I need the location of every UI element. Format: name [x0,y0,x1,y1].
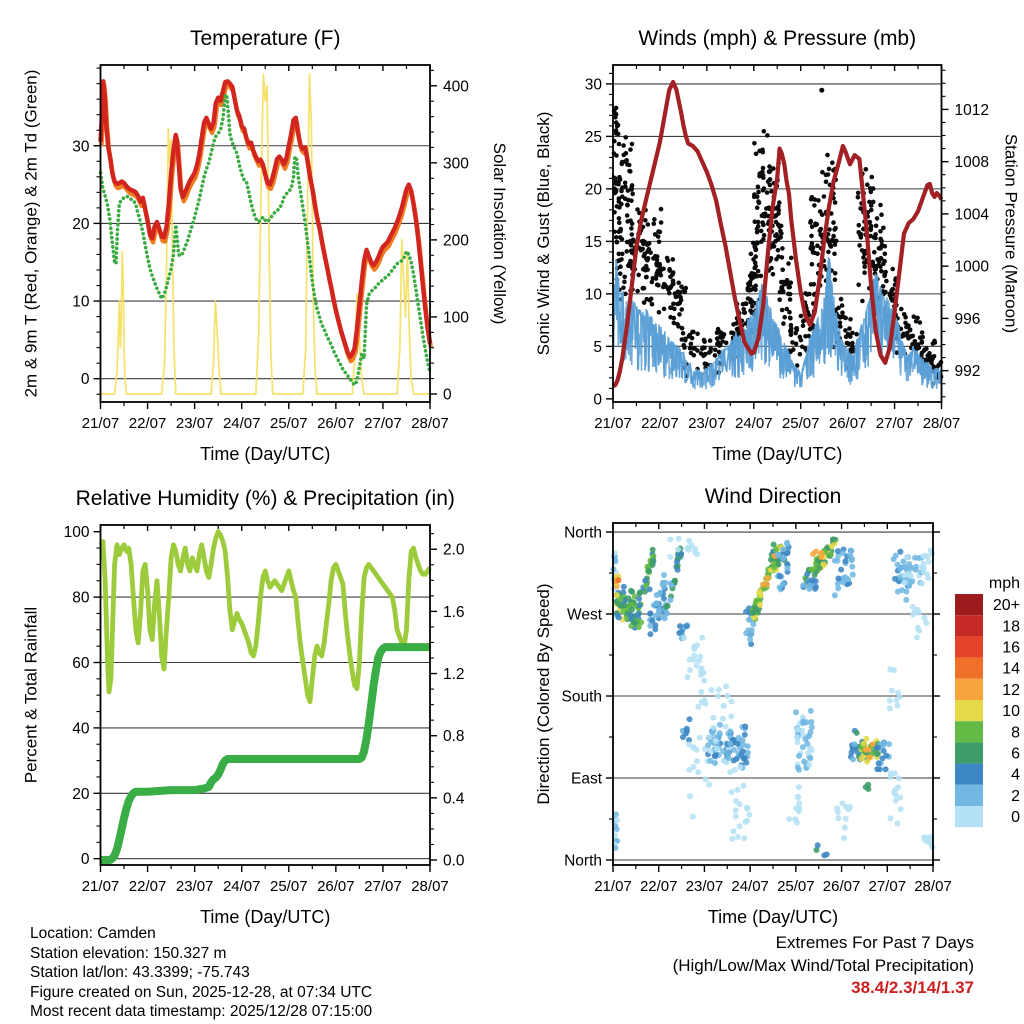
svg-text:10: 10 [584,286,602,304]
extremes-values: 38.4/2.3/14/1.37 [851,978,974,997]
svg-text:30: 30 [72,138,90,156]
extremes-title: Extremes For Past 7 Days [775,933,974,952]
station-elevation: Station elevation: 150.327 m [30,944,227,962]
total-rainfall [101,647,431,860]
svg-text:1012: 1012 [954,101,989,119]
svg-text:Time (Day/UTC): Time (Day/UTC) [707,907,839,927]
svg-text:21/07: 21/07 [594,878,632,895]
svg-text:25: 25 [584,128,602,146]
svg-text:Relative Humidity (%) & Precip: Relative Humidity (%) & Precipitation (in) [75,487,455,510]
svg-text:21/07: 21/07 [81,878,120,895]
svg-text:West: West [566,606,602,624]
station-info [30,924,372,1022]
station-latlon: Station lat/lon: 43.3399; -75.743 [30,964,250,982]
svg-text:0.4: 0.4 [443,790,465,808]
svg-text:23/07: 23/07 [685,878,724,895]
svg-text:27/07: 27/07 [364,415,402,432]
svg-text:0: 0 [443,386,452,404]
svg-text:20: 20 [72,785,90,803]
wind-direction-points [610,536,935,859]
winds-pressure-chart [534,27,1021,464]
temperature-chart [22,27,510,464]
svg-text:100: 100 [443,309,469,327]
svg-text:20: 20 [584,181,602,199]
svg-text:25/07: 25/07 [777,878,815,895]
svg-text:4: 4 [1011,766,1020,784]
svg-text:60: 60 [72,654,90,672]
svg-text:Direction (Colored By Speed): Direction (Colored By Speed) [534,583,553,805]
svg-text:26/07: 26/07 [822,878,861,895]
svg-text:16: 16 [1002,639,1020,657]
svg-text:26/07: 26/07 [828,415,867,432]
extremes-info [673,932,974,1000]
svg-text:0: 0 [80,371,90,389]
svg-text:996: 996 [954,310,981,328]
svg-text:992: 992 [954,363,981,381]
svg-text:27/07: 27/07 [875,415,914,432]
svg-text:1000: 1000 [954,258,989,276]
svg-text:25/07: 25/07 [781,415,820,432]
svg-text:18: 18 [1002,618,1020,636]
svg-text:20: 20 [72,215,90,233]
extremes-subtitle: (High/Low/Max Wind/Total Precipitation) [672,955,974,975]
svg-text:26/07: 26/07 [317,878,355,895]
svg-text:14: 14 [1002,660,1020,678]
svg-text:80: 80 [72,589,90,607]
svg-text:Temperature (F): Temperature (F) [189,27,341,50]
svg-text:28/07: 28/07 [922,415,961,432]
svg-text:2m & 9m T (Red, Orange) & 2m T: 2m & 9m T (Red, Orange) & 2m Td (Green) [21,69,41,398]
svg-text:40: 40 [72,720,90,738]
svg-text:200: 200 [443,232,469,250]
svg-text:24/07: 24/07 [222,878,261,895]
svg-text:1.6: 1.6 [443,603,465,621]
svg-text:1.2: 1.2 [443,666,465,684]
humidity-precip-chart [22,487,465,927]
svg-text:10: 10 [72,293,90,311]
svg-text:North: North [564,524,602,542]
svg-text:5: 5 [593,338,602,356]
svg-text:12: 12 [1002,681,1020,699]
svg-text:Time (Day/UTC): Time (Day/UTC) [200,907,331,927]
svg-text:North: North [564,852,602,870]
svg-text:1008: 1008 [954,154,989,172]
svg-text:25/07: 25/07 [270,415,308,432]
svg-text:25/07: 25/07 [270,878,308,895]
svg-text:27/07: 27/07 [364,878,402,895]
svg-text:0: 0 [593,391,602,409]
svg-text:28/07: 28/07 [411,878,449,895]
wind-direction-chart [534,485,1020,927]
svg-text:Station Pressure (Maroon): Station Pressure (Maroon) [1001,133,1021,334]
svg-text:24/07: 24/07 [735,415,773,432]
svg-text:26/07: 26/07 [317,415,355,432]
svg-text:South: South [561,688,602,706]
svg-text:Wind Direction: Wind Direction [704,485,842,508]
svg-text:1004: 1004 [954,206,989,224]
svg-text:2.0: 2.0 [443,541,465,559]
svg-text:24/07: 24/07 [731,878,769,895]
svg-text:Percent & Total Rainfall: Percent & Total Rainfall [21,606,41,784]
svg-text:8: 8 [1011,724,1020,742]
svg-text:21/07: 21/07 [594,415,632,432]
figure-created: Figure created on Sun, 2025-12-28, at 07:34 UTC [30,983,373,1001]
svg-text:400: 400 [443,78,469,96]
svg-text:22/07: 22/07 [128,878,167,895]
svg-text:27/07: 27/07 [868,878,907,895]
svg-text:22/07: 22/07 [641,415,679,432]
speed-colorbar [955,575,1020,827]
svg-text:30: 30 [584,76,602,94]
svg-text:Solar Insolation (Yellow): Solar Insolation (Yellow) [490,142,509,325]
svg-text:23/07: 23/07 [175,415,214,432]
svg-text:2: 2 [1011,787,1020,805]
svg-text:0: 0 [80,851,90,869]
svg-text:21/07: 21/07 [81,415,120,432]
svg-text:23/07: 23/07 [688,415,726,432]
svg-text:100: 100 [63,524,90,542]
svg-text:28/07: 28/07 [914,878,952,895]
svg-text:0.0: 0.0 [443,852,465,870]
svg-text:Time (Day/UTC): Time (Day/UTC) [712,444,843,464]
gust-outlier [819,88,824,93]
svg-text:0: 0 [1011,809,1020,827]
svg-text:22/07: 22/07 [639,878,678,895]
svg-text:22/07: 22/07 [128,415,167,432]
data-timestamp: Most recent data timestamp: 2025/12/28 07:15:00 [30,1003,373,1021]
svg-text:23/07: 23/07 [175,878,214,895]
svg-text:mph: mph [988,575,1020,592]
svg-text:Sonic Wind & Gust (Blue, Black: Sonic Wind & Gust (Blue, Black) [534,111,553,356]
svg-text:East: East [570,770,602,788]
svg-text:0.8: 0.8 [443,728,465,746]
svg-text:24/07: 24/07 [222,415,261,432]
svg-text:10: 10 [1002,703,1020,721]
svg-text:6: 6 [1011,745,1020,763]
relative-humidity [101,532,431,702]
svg-text:Time (Day/UTC): Time (Day/UTC) [200,444,331,464]
svg-text:15: 15 [584,233,602,251]
svg-text:Winds (mph) & Pressure (mb): Winds (mph) & Pressure (mb) [638,27,917,50]
svg-text:20+: 20+ [992,597,1020,615]
station-location: Location: Camden [30,925,156,942]
svg-text:28/07: 28/07 [411,415,449,432]
svg-text:300: 300 [443,155,469,173]
